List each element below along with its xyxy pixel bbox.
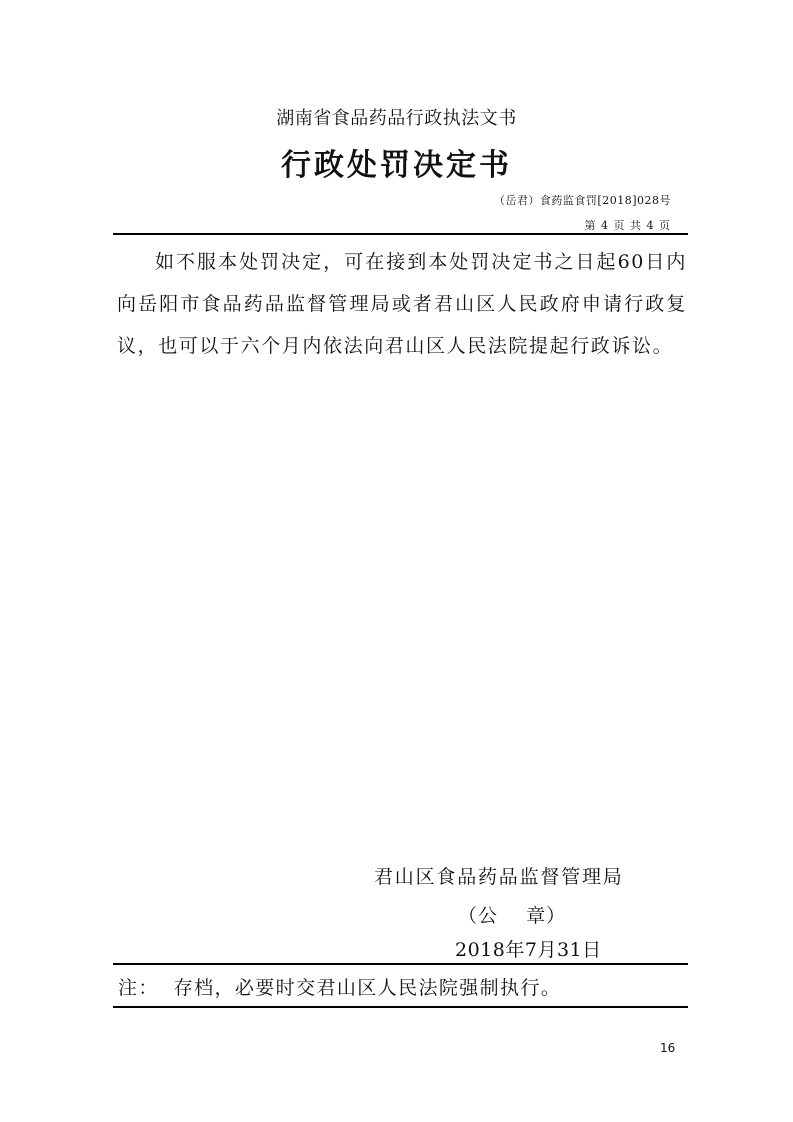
page-number: 16 bbox=[660, 1041, 676, 1055]
page-info: 第 4 页 共 4 页 bbox=[584, 219, 671, 232]
document-title: 行政处罚决定书 bbox=[281, 148, 512, 183]
issuer-title: 湖南省食品药品行政执法文书 bbox=[276, 108, 517, 129]
seal-placeholder: （公 章） bbox=[458, 905, 567, 927]
note-top-divider bbox=[113, 963, 688, 965]
body-paragraph: 如不服本处罚决定，可在接到本处罚决定书之日起60日内向岳阳市食品药品监督管理局或者君山区人民政府申请行政复议，也可以于六个月内依法向君山区人民法院提起行政诉讼。 bbox=[117, 251, 687, 357]
note-bottom-divider bbox=[113, 1006, 688, 1008]
top-divider bbox=[113, 233, 688, 235]
signing-agency: 君山区食品药品监督管理局 bbox=[374, 866, 624, 888]
signing-date: 2018年7月31日 bbox=[455, 939, 602, 961]
document-number: （岳君）食药监食罚[2018]028号 bbox=[493, 194, 671, 207]
footer-note: 注： 存档，必要时交君山区人民法院强制执行。 bbox=[118, 977, 562, 999]
